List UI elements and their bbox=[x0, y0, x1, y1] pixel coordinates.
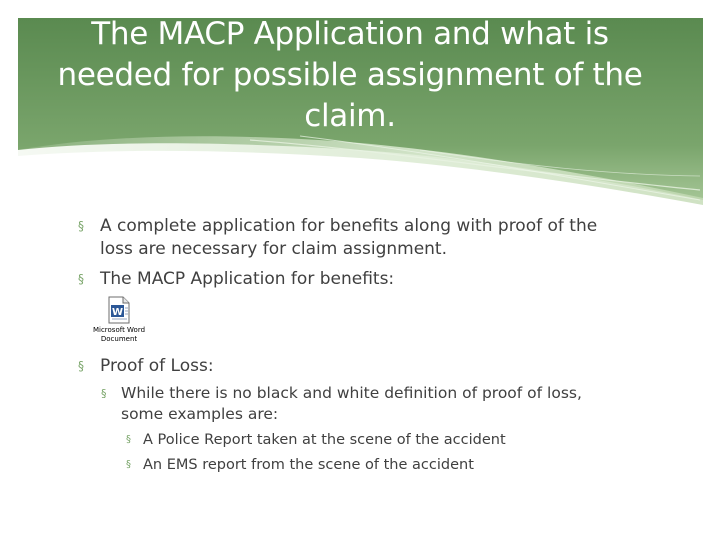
bullet-macp-application bbox=[78, 268, 678, 291]
bullet-text-line: some examples are: bbox=[121, 405, 279, 423]
bullet-text-line: A complete application for benefits along with proof of the bbox=[100, 216, 598, 236]
svg-text:W: W bbox=[111, 307, 124, 318]
attachment-label bbox=[88, 326, 150, 344]
bullet-text: Proof of Loss: bbox=[100, 356, 214, 376]
bullet-text: A Police Report taken at the scene of the accident bbox=[143, 432, 506, 448]
bullet-text-line: loss are necessary for claim assignment. bbox=[100, 239, 447, 259]
bullet-text: The MACP Application for benefits: bbox=[100, 269, 395, 289]
bullet-marker: § bbox=[78, 359, 84, 373]
bullet-text bbox=[121, 383, 582, 425]
attachment-label-line: Microsoft Word bbox=[92, 326, 146, 334]
bullet-marker: § bbox=[101, 387, 107, 400]
bullet-proof-of-loss bbox=[78, 355, 678, 378]
attachment-label-line: Document bbox=[100, 335, 138, 343]
bullet-text: An EMS report from the scene of the accident bbox=[143, 457, 474, 473]
sub-bullet-definition bbox=[101, 383, 691, 425]
bullet-application-required bbox=[78, 215, 678, 261]
sub-sub-bullet-ems-report bbox=[126, 455, 686, 475]
sub-sub-bullet-police-report bbox=[126, 430, 686, 450]
bullet-marker: § bbox=[78, 219, 84, 233]
bullet-marker: § bbox=[126, 459, 131, 470]
word-document-attachment[interactable] bbox=[88, 296, 152, 348]
slide-title: The MACP Application and what is needed for possible assignment of the claim. bbox=[57, 16, 643, 134]
word-document-icon bbox=[107, 296, 131, 324]
bullet-text-line: While there is no black and white definition of proof of loss, bbox=[121, 384, 582, 402]
bullet-text bbox=[100, 215, 597, 261]
bullet-marker: § bbox=[126, 434, 131, 445]
bullet-marker: § bbox=[78, 272, 84, 286]
